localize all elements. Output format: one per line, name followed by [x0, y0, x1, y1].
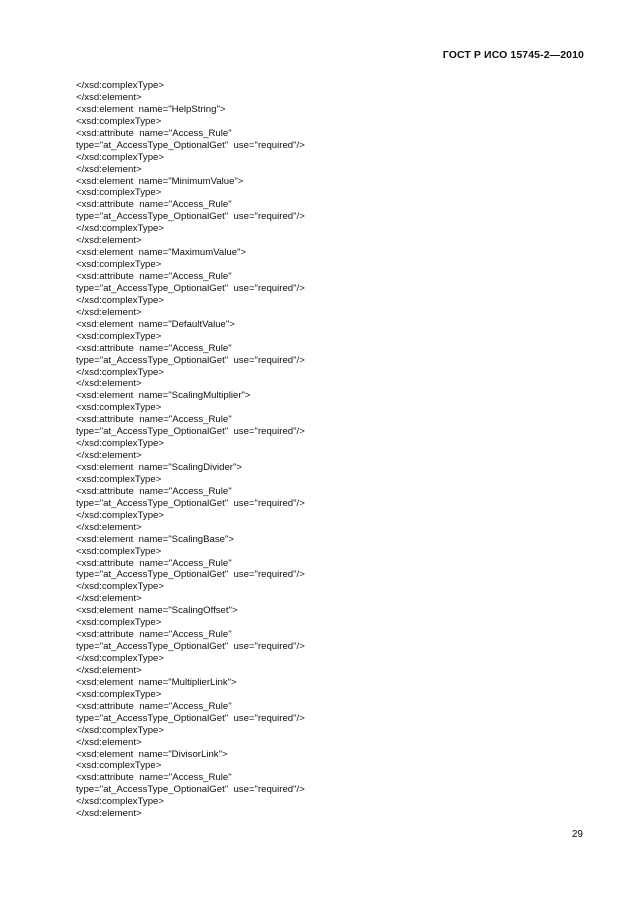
code-line: </xsd:element> [76, 736, 142, 748]
code-line: </xsd:complexType> [76, 796, 164, 808]
code-line: <xsd:complexType> [76, 330, 162, 342]
code-line: </xsd:element> [76, 306, 142, 318]
code-line: type="at_AccessType_OptionalGet" use="required"/> [76, 282, 305, 294]
code-line: <xsd:complexType> [76, 473, 162, 485]
code-line: </xsd:complexType> [76, 653, 164, 664]
code-line: type="at_AccessType_OptionalGet" use="required"/> [76, 426, 305, 438]
code-line: </xsd:complexType> [76, 151, 164, 163]
code-line: </xsd:complexType> [76, 80, 164, 91]
code-line: <xsd:complexType> [76, 545, 162, 557]
code-line: type="at_AccessType_OptionalGet" use="required"/> [76, 569, 305, 581]
code-line: <xsd:attribute name="Access_Rule" [76, 772, 232, 784]
code-line: </xsd:element> [76, 450, 142, 462]
code-line: </xsd:element> [76, 664, 142, 676]
code-line: </xsd:element> [76, 808, 142, 820]
code-line: <xsd:complexType> [76, 617, 162, 629]
code-line: <xsd:attribute name="Access_Rule" [76, 700, 232, 712]
page-header-standard: ГОСТ Р ИСО 15745-2—2010 [442, 49, 584, 61]
code-line: <xsd:attribute name="Access_Rule" [76, 414, 232, 426]
code-line: </xsd:element> [76, 91, 142, 103]
code-line: <xsd:element name="ScalingMultiplier"> [76, 390, 251, 402]
code-line: <xsd:complexType> [76, 760, 162, 772]
code-line: </xsd:element> [76, 593, 142, 605]
code-line: <xsd:element name="ScalingDivider"> [76, 462, 242, 473]
xsd-code-block [76, 80, 305, 820]
code-line: <xsd:complexType> [76, 187, 162, 199]
code-line: <xsd:attribute name="Access_Rule" [76, 199, 232, 211]
code-line: type="at_AccessType_OptionalGet" use="required"/> [76, 211, 305, 223]
page-number: 29 [571, 829, 583, 840]
code-line: </xsd:complexType> [76, 366, 164, 378]
code-line: </xsd:complexType> [76, 294, 164, 306]
code-line: <xsd:element name="ScalingOffset"> [76, 605, 238, 617]
code-line: </xsd:element> [76, 378, 142, 390]
code-line: <xsd:attribute name="Access_Rule" [76, 342, 232, 354]
code-line: type="at_AccessType_OptionalGet" use="required"/> [76, 139, 305, 151]
code-line: <xsd:element name="HelpString"> [76, 103, 226, 115]
code-line: </xsd:complexType> [76, 438, 164, 450]
code-line: <xsd:element name="DivisorLink"> [76, 748, 228, 760]
code-line: <xsd:element name="MultiplierLink"> [76, 676, 237, 688]
code-line: <xsd:element name="ScalingBase"> [76, 533, 235, 545]
code-line: <xsd:attribute name="Access_Rule" [76, 485, 232, 497]
code-line: <xsd:complexType> [76, 688, 162, 700]
code-line: <xsd:element name="DefaultValue"> [76, 318, 235, 330]
code-line: </xsd:complexType> [76, 581, 164, 593]
code-line: <xsd:complexType> [76, 259, 162, 271]
code-line: </xsd:complexType> [76, 724, 164, 736]
code-line: </xsd:element> [76, 235, 142, 247]
code-line: <xsd:element name="MinimumValue"> [76, 175, 244, 187]
code-line: </xsd:complexType> [76, 223, 164, 235]
code-line: <xsd:attribute name="Access_Rule" [76, 557, 232, 569]
code-line: type="at_AccessType_OptionalGet" use="required"/> [76, 497, 305, 509]
code-line: <xsd:complexType> [76, 115, 162, 127]
code-line: type="at_AccessType_OptionalGet" use="required"/> [76, 354, 305, 366]
code-line: <xsd:attribute name="Access_Rule" [76, 127, 232, 139]
code-line: </xsd:complexType> [76, 509, 164, 521]
code-line: <xsd:attribute name="Access_Rule" [76, 629, 232, 641]
code-line: </xsd:element> [76, 163, 142, 175]
code-line: type="at_AccessType_OptionalGet" use="required"/> [76, 712, 305, 724]
code-line: </xsd:element> [76, 521, 142, 533]
code-line: <xsd:complexType> [76, 402, 162, 414]
code-line: type="at_AccessType_OptionalGet" use="required"/> [76, 641, 305, 653]
code-line: <xsd:element name="MaximumValue"> [76, 247, 247, 259]
code-line: <xsd:attribute name="Access_Rule" [76, 271, 232, 282]
code-line: type="at_AccessType_OptionalGet" use="required"/> [76, 784, 305, 796]
